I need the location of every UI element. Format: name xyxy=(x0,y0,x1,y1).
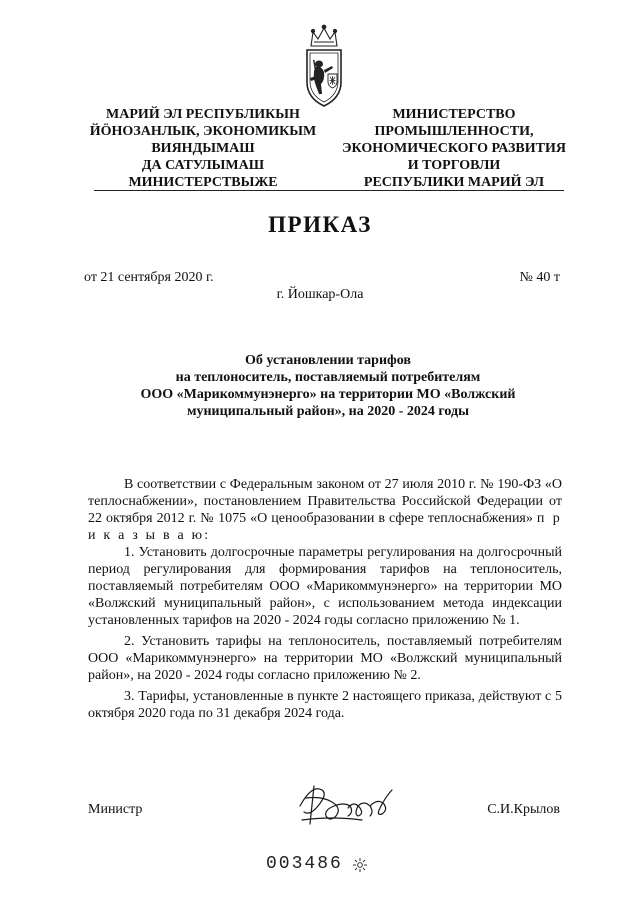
order-item-3: 3. Тарифы, установленные в пункте 2 настоящего приказа, действуют с 5 октября 2020 года по 31 декабря 2024 года. xyxy=(88,689,562,721)
header-left-line: МАРИЙ ЭЛ РЕСПУБЛИКЫН xyxy=(106,107,300,122)
handwritten-signature xyxy=(292,776,404,832)
subject-line: муниципальный район», на 2020 - 2024 годы xyxy=(186,404,470,419)
header-left-line: МИНИСТЕРСТВЫЖЕ xyxy=(128,175,278,190)
header-divider xyxy=(94,190,564,191)
signer-title: Министр xyxy=(88,802,143,817)
document-date: от 21 сентября 2020 г. xyxy=(84,270,214,285)
document-city: г. Йошкар-Ола xyxy=(276,287,364,302)
header-right-line: МИНИСТЕРСТВО xyxy=(392,107,516,122)
header-left-line: ВИЯНДЫМАШ xyxy=(151,141,255,156)
subject-line: на теплоноситель, поставляемый потребителям xyxy=(175,370,481,385)
header-left-line: ДА САТУЛЫМАШ xyxy=(141,158,265,173)
document-number: № 40 т xyxy=(519,270,560,285)
order-item-1: 1. Установить долгосрочные параметры регулирования на долгосрочный период регулирования для формирования тарифов на теплоноситель, поставляемый потребителям ООО «Марикоммунэнерго» на территории МО «Волжский муниципальный район», с использованием метода индексации установленных тарифов на 2020 - 2024 годы согласно приложению № 1. xyxy=(88,545,562,628)
ministry-name-mari xyxy=(88,106,318,191)
header-left-line: ЙÖНОЗАНЛЫК, ЭКОНОМИКЫМ xyxy=(89,124,317,139)
document-body xyxy=(88,476,562,726)
ornament-icon xyxy=(352,857,368,873)
document-subject xyxy=(120,352,536,420)
header-right-line: И ТОРГОВЛИ xyxy=(407,158,501,173)
document-title: ПРИКАЗ xyxy=(268,212,372,237)
header-right-line: ПРОМЫШЛЕННОСТИ, xyxy=(374,124,534,139)
subject-line: Об установлении тарифов xyxy=(245,353,411,368)
header-right-line: ЭКОНОМИЧЕСКОГО РАЗВИТИЯ xyxy=(342,141,566,156)
order-word: п р и к а з ы в а ю: xyxy=(88,511,563,543)
serial-number: 003486 xyxy=(266,854,343,874)
preamble-text: В соответствии с Федеральным законом от 27 июля 2010 г. № 190-ФЗ «О теплоснабжении», постановлением Правительства Российской Федерации от 22 октября 2012 г. № 1075 «О ценообразовании в сфере теплоснабжения» xyxy=(88,477,562,526)
header-right-line: РЕСПУБЛИКИ МАРИЙ ЭЛ xyxy=(363,175,545,190)
ministry-name-russian xyxy=(330,106,578,191)
coat-of-arms-icon xyxy=(299,22,349,110)
preamble-paragraph xyxy=(88,476,562,544)
order-item-2: 2. Установить тарифы на теплоноситель, поставляемый потребителям ООО «Марикоммунэнерго» на территории МО «Волжский муниципальный район», на 2020 - 2024 годы согласно приложению № 2. xyxy=(88,634,562,683)
subject-line: ООО «Марикоммунэнерго» на территории МО «Волжский xyxy=(140,387,516,402)
signer-name: С.И.Крылов xyxy=(487,802,560,817)
